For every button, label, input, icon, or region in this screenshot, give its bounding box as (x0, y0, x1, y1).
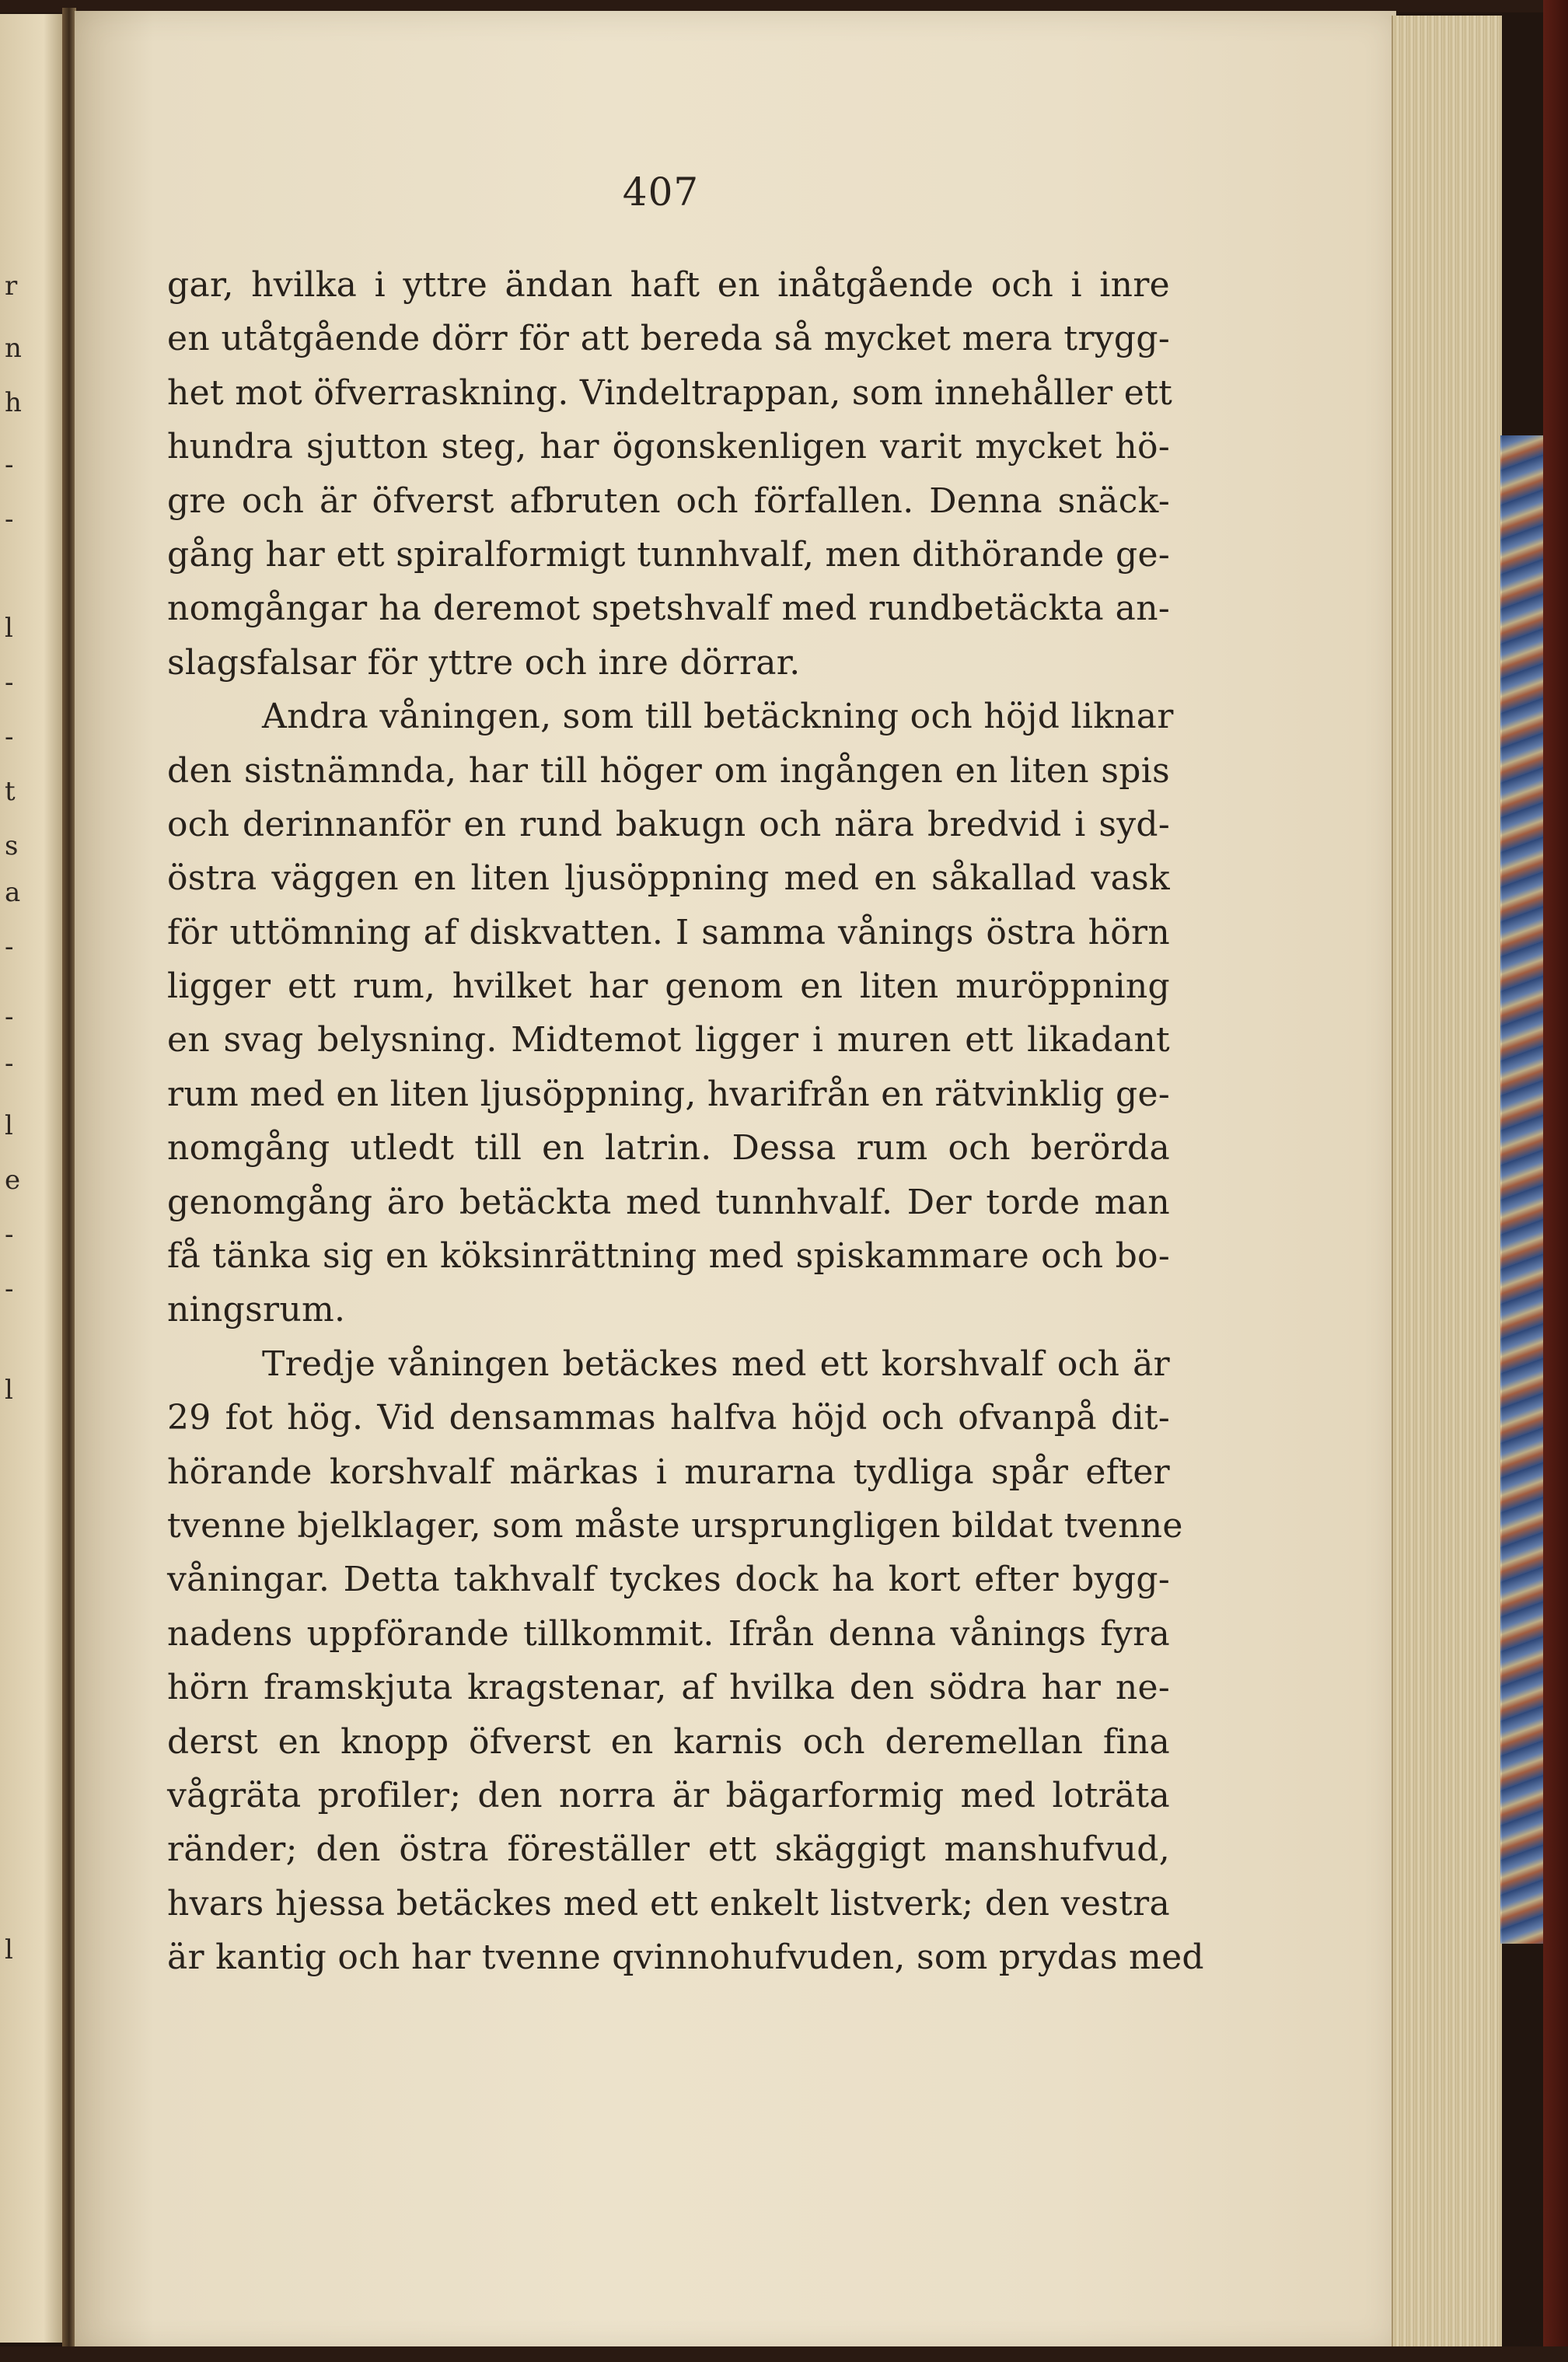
text-line-paragraph-start: Tredje våningen betäckes med ett korshvalf och är (262, 1343, 1170, 1384)
text-line: rum med en liten ljusöppning, hvarifrån en rätvinklig ge- (167, 1074, 1171, 1114)
previous-page-text-fragment: - (5, 504, 14, 535)
previous-page-text-fragment: l (5, 1934, 13, 1965)
book-cover-right (1543, 0, 1568, 2362)
text-line-paragraph-start: Andra våningen, som till betäckning och höjd liknar (262, 697, 1174, 737)
text-line: het mot öfverraskning. Vindeltrappan, som innehåller ett (167, 372, 1173, 413)
previous-page-text-fragment: l (5, 1110, 13, 1141)
previous-page-text-fragment: - (5, 1274, 14, 1305)
previous-page-text-fragment: - (5, 1048, 14, 1079)
previous-page-text-fragment: - (5, 931, 14, 963)
text-line: slagsfalsar för yttre och inre dörrar. (167, 642, 801, 683)
page-stack-edge (1392, 16, 1502, 2348)
text-line: genomgång äro betäckta med tunnhvalf. Der torde man (167, 1182, 1170, 1222)
text-line: den sistnämnda, har till höger om ingången en liten spis (167, 750, 1170, 791)
text-line: ningsrum. (167, 1290, 346, 1330)
text-line: gar, hvilka i yttre ändan haft en inåtgående och i inre (167, 265, 1170, 305)
previous-page-text-fragment: e (5, 1165, 21, 1196)
text-line: en utåtgående dörr för att bereda så mycket mera trygg- (167, 319, 1170, 359)
text-line: få tänka sig en köksinrättning med spiskammare och bo- (167, 1236, 1170, 1277)
text-line: för uttömning af diskvatten. I samma vånings östra hörn (167, 912, 1170, 952)
text-line: ligger ett rum, hvilket har genom en liten muröppning (167, 966, 1170, 1007)
body-text (167, 258, 1204, 1985)
text-line: nomgångar ha deremot spetshvalf med rundbetäckta an- (167, 589, 1170, 629)
text-line: hundra sjutton steg, har ögonskenligen varit mycket hö- (167, 427, 1170, 467)
previous-page-text-fragment: - (5, 667, 14, 698)
text-line: derst en knopp öfverst en karnis och deremellan fina (167, 1721, 1170, 1762)
previous-page-text-fragment: - (5, 449, 14, 480)
text-line: och derinnanför en rund bakugn och nära bredvid i syd- (167, 804, 1170, 844)
previous-page-text-fragment: l (5, 613, 13, 644)
previous-page-text-fragment: r (5, 271, 18, 302)
text-line: hörn framskjuta kragstenar, af hvilka den södra har ne- (167, 1668, 1170, 1708)
text-line: nadens uppförande tillkommit. Ifrån denna vånings fyra (167, 1613, 1170, 1654)
text-line: gre och är öfverst afbruten och förfallen. Denna snäck- (167, 480, 1170, 521)
previous-page-text-fragment: n (5, 333, 22, 364)
previous-page-text-fragment: h (5, 387, 22, 418)
text-line: hörande korshvalf märkas i murarna tydliga spår efter (167, 1452, 1170, 1492)
text-line: vågräta profiler; den norra är bägarformig med loträta (167, 1775, 1170, 1815)
text-line: är kantig och har tvenne qvinnohufvuden, som prydas med (167, 1937, 1204, 1978)
text-line: tvenne bjelklager, som måste ursprungligen bildat tvenne (167, 1505, 1183, 1546)
previous-page-text-fragment: s (5, 830, 19, 861)
marbled-edge (1500, 435, 1545, 1944)
text-line: 29 fot hög. Vid densammas halfva höjd och ofvanpå dit- (167, 1398, 1170, 1438)
previous-page-text-fragment: t (5, 776, 16, 807)
previous-page-text-fragment: a (5, 877, 21, 908)
text-line: våningar. Detta takhvalf tyckes dock ha kort efter bygg- (167, 1560, 1170, 1600)
page-number: 407 (622, 169, 700, 215)
text-line: gång har ett spiralformigt tunnhvalf, men dithörande ge- (167, 534, 1170, 575)
previous-page-text-fragment: l (5, 1375, 13, 1406)
previous-page-edge (0, 14, 65, 2343)
previous-page-text-fragment: - (5, 1001, 14, 1033)
text-line: ränder; den östra föreställer ett skäggigt manshufvud, (167, 1829, 1170, 1870)
text-line: hvars hjessa betäckes med ett enkelt listverk; den vestra (167, 1883, 1170, 1923)
previous-page-text-fragment: - (5, 1219, 14, 1250)
text-line: nomgång utledt till en latrin. Dessa rum och berörda (167, 1128, 1170, 1169)
text-line: östra väggen en liten ljusöppning med en såkallad vask (167, 858, 1170, 899)
text-line: en svag belysning. Midtemot ligger i muren ett likadant (167, 1020, 1170, 1060)
previous-page-text-fragment: - (5, 722, 14, 753)
book-cover-bottom (0, 2346, 1568, 2362)
